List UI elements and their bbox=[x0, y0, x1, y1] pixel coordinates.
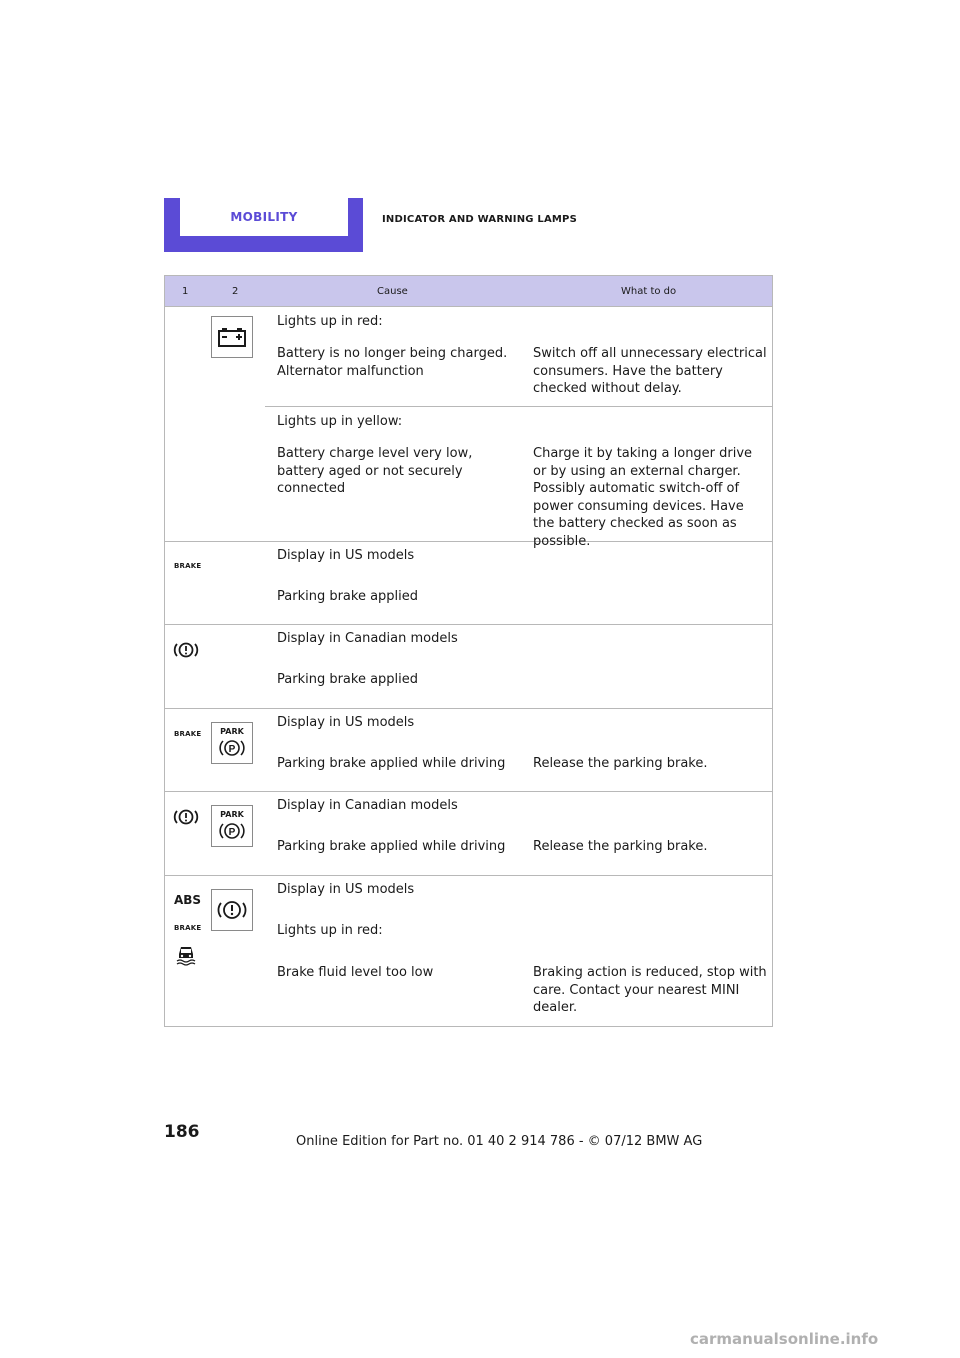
cause-header: Display in US models bbox=[277, 882, 415, 897]
brake-label: BRAKE bbox=[174, 562, 202, 570]
battery-icon bbox=[211, 316, 253, 358]
brake-warning-icon bbox=[173, 641, 199, 663]
cause-text: Parking brake applied while driving bbox=[277, 839, 506, 854]
column-header-what-to-do: What to do bbox=[621, 285, 677, 297]
svg-text:P: P bbox=[228, 826, 236, 838]
table-row bbox=[165, 542, 772, 625]
todo-text: Braking action is reduced, stop with care. Contact your nearest MINI dealer. bbox=[533, 965, 767, 1015]
page-number: 186 bbox=[164, 1122, 200, 1142]
cause-text: Brake fluid level too low bbox=[277, 965, 434, 980]
cause-text: Parking brake applied bbox=[277, 589, 419, 604]
table-row bbox=[165, 876, 772, 1026]
cause-text: Battery charge level very low, battery aged or not securely connected bbox=[277, 446, 473, 496]
stability-control-icon bbox=[175, 942, 197, 970]
table-row bbox=[165, 625, 772, 709]
abs-label: ABS bbox=[174, 893, 202, 907]
column-header-1: 1 bbox=[182, 285, 189, 297]
todo-text: Charge it by taking a longer drive or by using an external charger. Possibly automatic switch-off of power consuming devices. Have the battery checked as soon as possible. bbox=[533, 446, 753, 549]
brake-warning-icon bbox=[211, 889, 253, 931]
table-header bbox=[165, 276, 772, 307]
column-header-2: 2 bbox=[232, 285, 239, 297]
svg-text:P: P bbox=[228, 743, 236, 755]
table-row bbox=[165, 307, 772, 407]
cause-header: Lights up in yellow: bbox=[277, 414, 403, 429]
cause-text: Parking brake applied while driving bbox=[277, 756, 506, 771]
table-row bbox=[165, 709, 772, 792]
park-brake-icon: PARK P bbox=[211, 722, 253, 764]
cause-header: Display in US models bbox=[277, 548, 415, 563]
brake-label: BRAKE bbox=[174, 924, 202, 932]
park-brake-icon: PARK P bbox=[211, 805, 253, 847]
cause-header: Display in Canadian models bbox=[277, 631, 458, 646]
edition-footer: Online Edition for Part no. 01 40 2 914 786 - © 07/12 BMW AG bbox=[296, 1134, 703, 1149]
table-row bbox=[165, 407, 772, 549]
cause-text: Battery is no longer being charged. Alternator malfunction bbox=[277, 346, 508, 379]
cause-header: Display in Canadian models bbox=[277, 798, 458, 813]
cause-header: Lights up in red: bbox=[277, 314, 383, 329]
brake-label: BRAKE bbox=[174, 730, 202, 738]
cause-subheader: Lights up in red: bbox=[277, 923, 383, 938]
table-row bbox=[165, 792, 772, 876]
todo-text: Release the parking brake. bbox=[533, 756, 708, 771]
todo-text: Release the parking brake. bbox=[533, 839, 708, 854]
brake-warning-icon bbox=[173, 808, 199, 830]
cause-text: Parking brake applied bbox=[277, 672, 419, 687]
watermark: carmanualsonline.info bbox=[690, 1330, 879, 1348]
indicator-table bbox=[164, 275, 773, 1027]
cause-header: Display in US models bbox=[277, 715, 415, 730]
column-header-cause: Cause bbox=[377, 285, 408, 297]
section-tab-label: MOBILITY bbox=[180, 198, 348, 236]
todo-text: Switch off all unnecessary electrical consumers. Have the battery checked without delay. bbox=[533, 346, 767, 396]
page-header-title: INDICATOR AND WARNING LAMPS bbox=[382, 214, 577, 225]
